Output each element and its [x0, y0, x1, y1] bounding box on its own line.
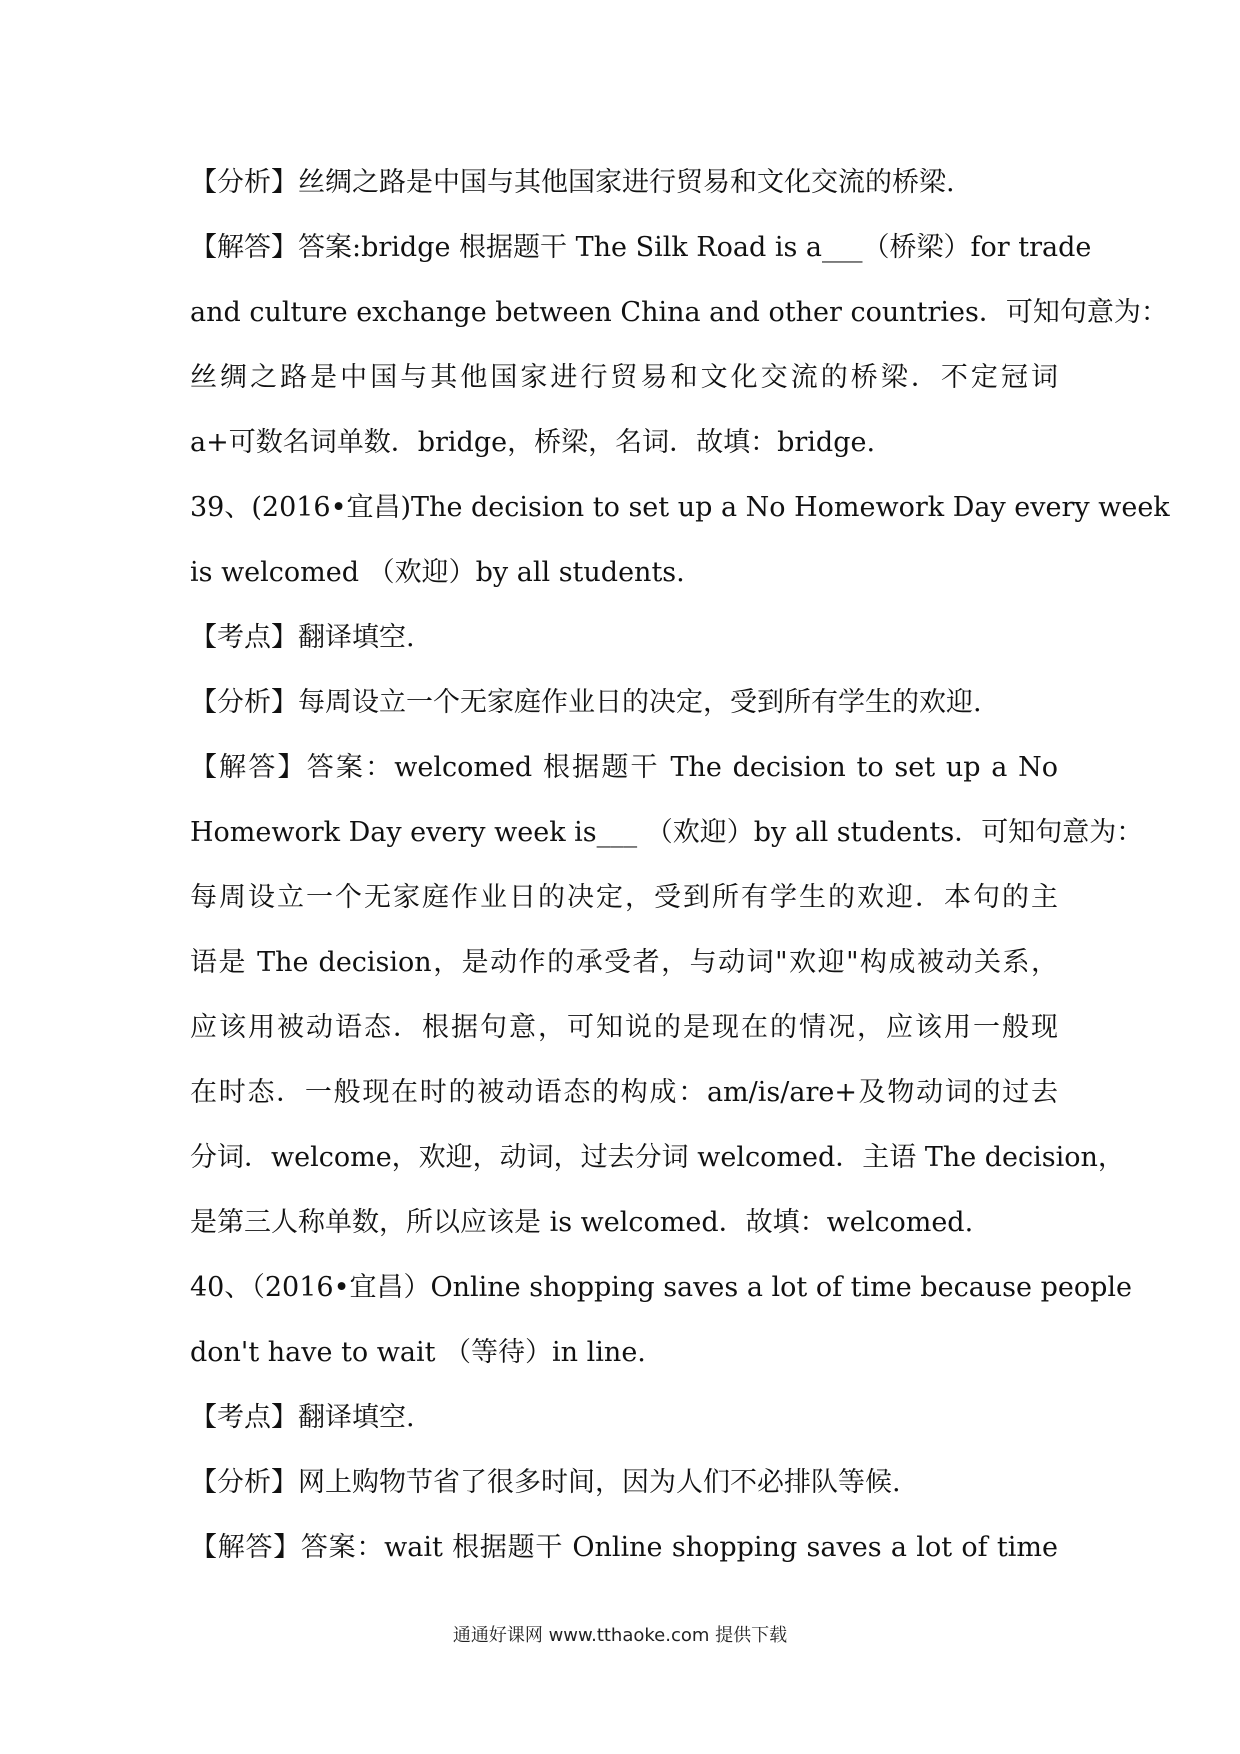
text-line: 【解答】答案：welcomed 根据题干 The decision to set up a No [190, 752, 1058, 783]
text-line: 40、（2016•宜昌）Online shopping saves a lot of time because people [190, 1272, 1133, 1303]
text-line: don't have to wait （等待）in line. [190, 1337, 646, 1368]
text-line: 丝绸之路是中国与其他国家进行贸易和文化交流的桥梁．不定冠词 [190, 362, 1058, 393]
text-line: 在时态．一般现在时的被动语态的构成：am/is/are+及物动词的过去 [190, 1077, 1058, 1108]
text-line: 39、(2016•宜昌)The decision to set up a No Homework Day every week [190, 492, 1170, 523]
text-line: 【考点】翻译填空. [190, 1402, 415, 1433]
text-line: 【分析】每周设立一个无家庭作业日的决定，受到所有学生的欢迎. [190, 687, 982, 718]
text-line: a+可数名词单数．bridge，桥梁，名词．故填：bridge. [190, 427, 876, 458]
text-line: 【解答】答案：wait 根据题干 Online shopping saves a lot of time [190, 1532, 1058, 1563]
text-line: 【分析】丝绸之路是中国与其他国家进行贸易和文化交流的桥梁. [190, 167, 955, 198]
text-line: 是第三人称单数，所以应该是 is welcomed．故填：welcomed. [190, 1207, 974, 1238]
text-line: 应该用被动语态．根据句意，可知说的是现在的情况，应该用一般现 [190, 1012, 1058, 1043]
text-line: 【解答】答案:bridge 根据题干 The Silk Road is a___（桥梁）for trade [190, 232, 1092, 263]
document-body [190, 150, 1170, 1580]
text-line: is welcomed （欢迎）by all students. [190, 557, 685, 588]
text-line: 【考点】翻译填空. [190, 622, 415, 653]
text-line: 【分析】网上购物节省了很多时间，因为人们不必排队等候. [190, 1467, 901, 1498]
text-line: 分词．welcome，欢迎，动词，过去分词 welcomed．主语 The decision， [190, 1142, 1125, 1173]
text-line: Homework Day every week is___ （欢迎）by all students．可知句意为： [190, 817, 1144, 848]
text-line: 每周设立一个无家庭作业日的决定，受到所有学生的欢迎．本句的主 [190, 882, 1058, 913]
page-footer: 通通好课网 www.tthaoke.com 提供下载 [452, 1625, 788, 1646]
text-line: 语是 The decision，是动作的承受者，与动词"欢迎"构成被动关系， [190, 947, 1058, 978]
text-line: and culture exchange between China and other countries．可知句意为： [190, 297, 1168, 328]
